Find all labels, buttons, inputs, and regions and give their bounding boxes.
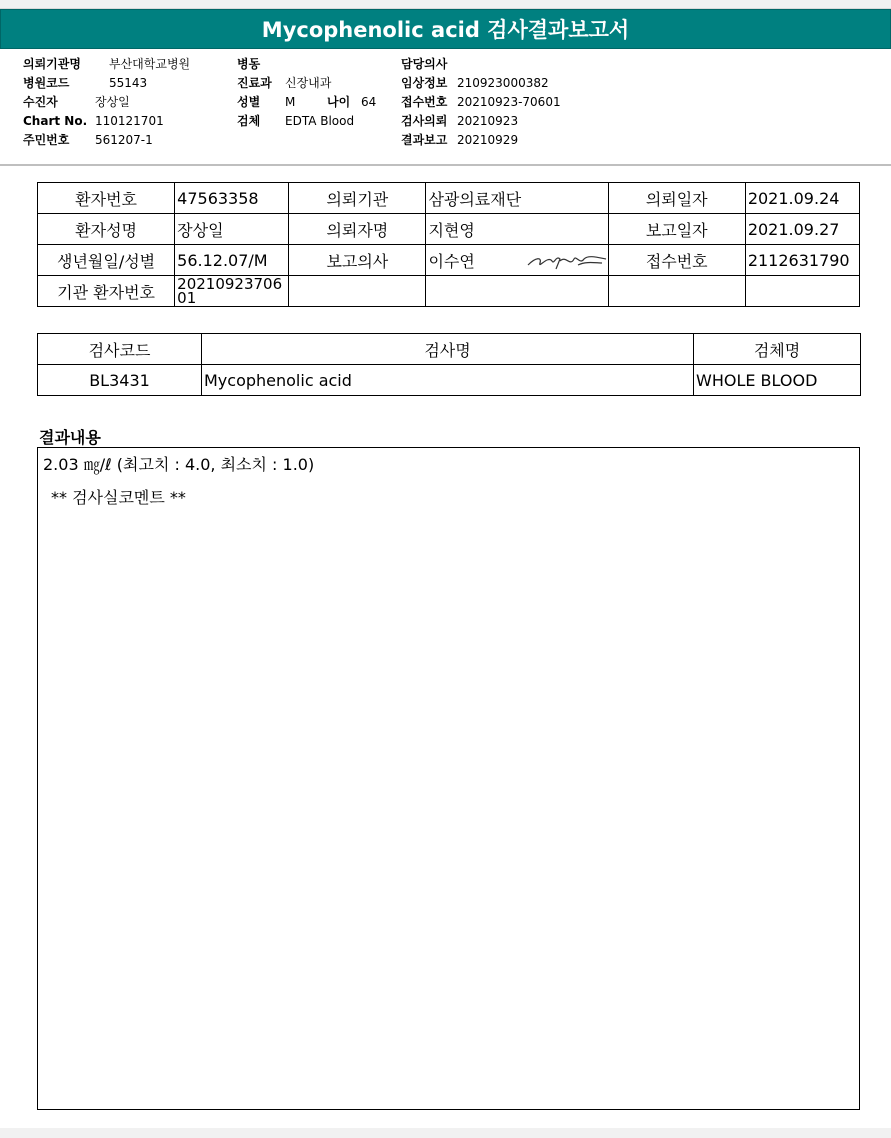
header-label: 결과보고 (401, 133, 448, 147)
patient-info-table (37, 182, 860, 307)
table-row (38, 365, 861, 396)
cell-value: 56.12.07/M (175, 245, 289, 276)
cell-label: 보고의사 (289, 245, 426, 276)
header-col2 (237, 57, 376, 133)
results-section-title: 결과내용 (39, 428, 101, 447)
signature-image (526, 251, 608, 273)
result-value-line: 2.03 ㎎/ℓ (최고치 : 4.0, 최소치 : 1.0) (43, 455, 315, 474)
test-table (37, 333, 861, 396)
header-col1 (23, 57, 190, 152)
header-col3 (401, 57, 561, 152)
header-label: 검사의뢰 (401, 114, 448, 128)
header-label: 수진자 (23, 95, 58, 109)
cell-value: 2112631790 (745, 245, 859, 276)
lab-comment: ** 검사실코멘트 ** (51, 488, 186, 507)
header-label: 담당의사 (401, 57, 448, 71)
test-code-cell: BL3431 (38, 365, 202, 396)
cell-label: 의뢰자명 (289, 214, 426, 245)
header-value: 210923000382 (457, 76, 549, 90)
header-label: 병원코드 (23, 76, 70, 90)
report-title: Mycophenolic acid 검사결과보고서 (0, 9, 891, 49)
table-row (38, 183, 860, 214)
table-header-row (38, 334, 861, 365)
cell-value: 47563358 (175, 183, 289, 214)
header-value: EDTA Blood (285, 114, 355, 128)
header-value: 부산대학교병원 (109, 57, 191, 71)
header-value: 110121701 (95, 114, 164, 128)
cell-empty (426, 276, 608, 307)
header-label: 의뢰기관명 (23, 57, 81, 71)
header-value: 장상일 (95, 95, 130, 109)
header-value: 신장내과 (285, 76, 332, 90)
header-value: 55143 (109, 76, 148, 90)
table-row (38, 276, 860, 307)
cell-label: 기관 환자번호 (38, 276, 175, 307)
header-value: 20210929 (457, 133, 519, 147)
age-value: 64 (361, 95, 377, 109)
test-name-cell: Mycophenolic acid (202, 365, 694, 396)
results-box (37, 447, 860, 1110)
column-header: 검사명 (202, 334, 694, 365)
top-strip (0, 0, 891, 9)
cell-empty (608, 276, 745, 307)
cell-empty (289, 276, 426, 307)
cell-value: 20210923706 01 (175, 276, 289, 307)
column-header: 검체명 (694, 334, 861, 365)
header-label: 임상정보 (401, 76, 448, 90)
header-value: 561207-1 (95, 133, 153, 147)
age-label: 나이 (327, 95, 351, 109)
header-label: 검체 (237, 114, 261, 128)
cell-label: 생년월일/성별 (38, 245, 175, 276)
cell-value: 2021.09.27 (745, 214, 859, 245)
cell-value: 장상일 (175, 214, 289, 245)
table-row (38, 245, 860, 276)
header-label: 접수번호 (401, 95, 448, 109)
column-header: 검사코드 (38, 334, 202, 365)
header-label: 병동 (237, 57, 261, 71)
header-value: 20210923 (457, 114, 519, 128)
header-label: 진료과 (237, 76, 272, 90)
specimen-cell: WHOLE BLOOD (694, 365, 861, 396)
cell-value: 2021.09.24 (745, 183, 859, 214)
table-row (38, 214, 860, 245)
cell-value: 이수연 (426, 245, 608, 276)
cell-label: 환자성명 (38, 214, 175, 245)
cell-value: 지현영 (426, 214, 608, 245)
header-label: 성별 (237, 95, 261, 109)
cell-value: 삼광의료재단 (426, 183, 608, 214)
cell-empty (745, 276, 859, 307)
header-label: 주민번호 (23, 133, 70, 147)
header-value: M (285, 95, 296, 109)
cell-label: 의뢰일자 (608, 183, 745, 214)
cell-label: 의뢰기관 (289, 183, 426, 214)
cell-label: 접수번호 (608, 245, 745, 276)
cell-label: 환자번호 (38, 183, 175, 214)
header-label: Chart No. (23, 114, 88, 128)
header-divider (0, 164, 891, 166)
header-value: 20210923-70601 (457, 95, 561, 109)
cell-label: 보고일자 (608, 214, 745, 245)
